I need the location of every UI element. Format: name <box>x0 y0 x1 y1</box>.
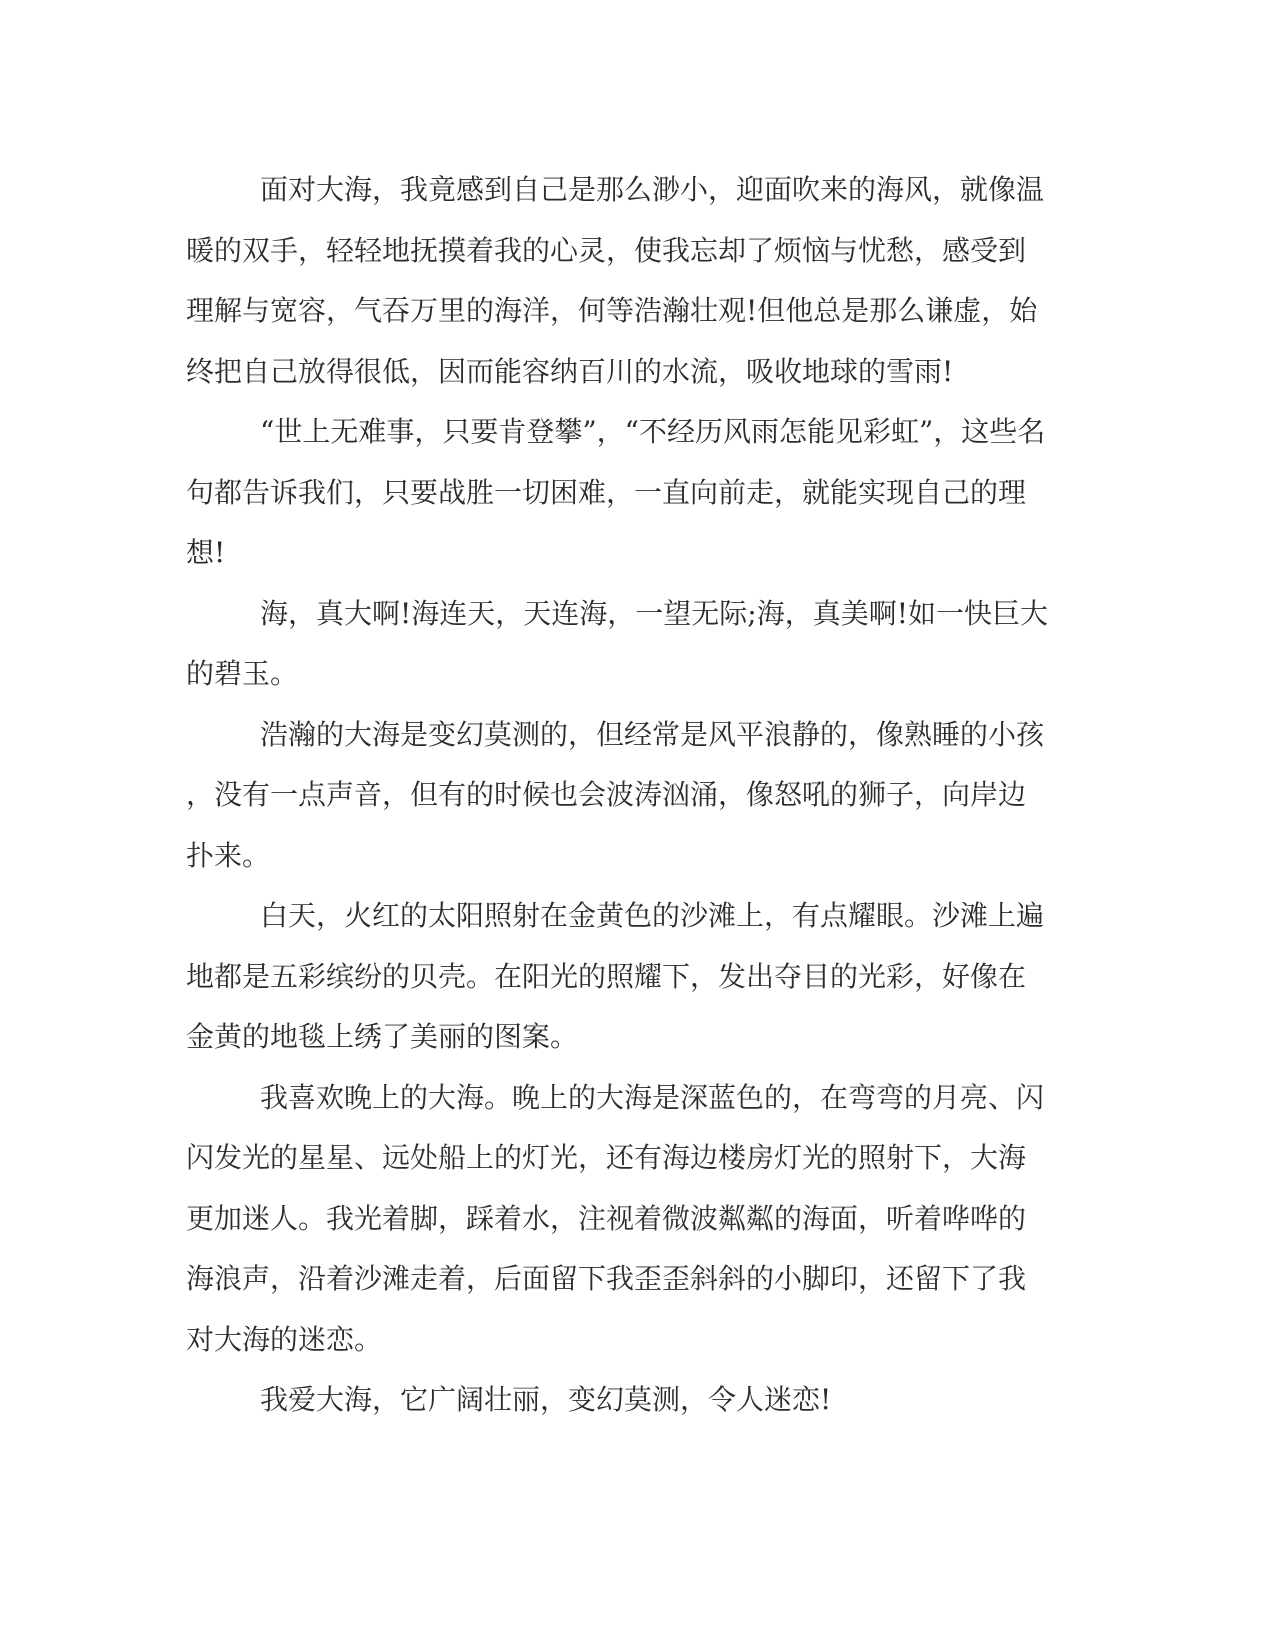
paragraph-line: 想! <box>186 536 226 569</box>
paragraph-6 <box>186 1068 1092 1371</box>
paragraph-line: 我爱大海，它广阔壮丽，变幻莫测，令人迷恋! <box>260 1383 832 1416</box>
paragraph-line: 的碧玉。 <box>186 657 299 690</box>
paragraph-3 <box>186 584 1092 705</box>
paragraph-line: 浩瀚的大海是变幻莫测的，但经常是风平浪静的，像熟睡的小孩 <box>260 717 1045 751</box>
paragraph-4 <box>186 705 1092 887</box>
paragraph-line: 扑来。 <box>186 838 271 872</box>
paragraph-line: 海浪声，沿着沙滩走着，后面留下我歪歪斜斜的小脚印，还留下了我 <box>186 1262 1027 1295</box>
document-body <box>186 160 1092 1431</box>
paragraph-line: 我喜欢晚上的大海。晚上的大海是深蓝色的，在弯弯的月亮、闪 <box>260 1080 1045 1114</box>
paragraph-line: 闪发光的星星、远处船上的灯光，还有海边楼房灯光的照射下，大海 <box>186 1141 1027 1174</box>
paragraph-line: 金黄的地毯上绣了美丽的图案。 <box>186 1020 579 1053</box>
paragraph-line: 终把自己放得很低，因而能容纳百川的水流，吸收地球的雪雨! <box>186 354 954 388</box>
paragraph-2 <box>186 402 1092 584</box>
paragraph-line: 暖的双手，轻轻地抚摸着我的心灵，使我忘却了烦恼与忧愁，感受到 <box>186 233 1027 267</box>
paragraph-line: 对大海的迷恋。 <box>186 1322 383 1356</box>
paragraph-7 <box>186 1370 1092 1431</box>
paragraph-1 <box>186 160 1092 402</box>
paragraph-line: ，没有一点声音，但有的时候也会波涛汹涌，像怒吼的狮子，向岸边 <box>186 778 1027 811</box>
paragraph-line: 句都告诉我们，只要战胜一切困难，一直向前走，就能实现自己的理 <box>186 475 1027 509</box>
paragraph-line: “世上无难事，只要肯登攀”，“不经历风雨怎能见彩虹”，这些名 <box>260 415 1046 448</box>
paragraph-line: 更加迷人。我光着脚，踩着水，注视着微波粼粼的海面，听着哗哗的 <box>186 1201 1027 1235</box>
paragraph-line: 理解与宽容，气吞万里的海洋，何等浩瀚壮观!但他总是那么谦虚，始 <box>186 294 1038 327</box>
paragraph-line: 面对大海，我竟感到自己是那么渺小，迎面吹来的海风，就像温 <box>260 173 1045 206</box>
paragraph-5 <box>186 886 1092 1068</box>
paragraph-line: 白天，火红的太阳照射在金黄色的沙滩上，有点耀眼。沙滩上遍 <box>260 899 1045 932</box>
paragraph-line: 海，真大啊!海连天，天连海，一望无际;海，真美啊!如一快巨大 <box>260 596 1048 630</box>
paragraph-line: 地都是五彩缤纷的贝壳。在阳光的照耀下，发出夺目的光彩，好像在 <box>186 959 1027 993</box>
